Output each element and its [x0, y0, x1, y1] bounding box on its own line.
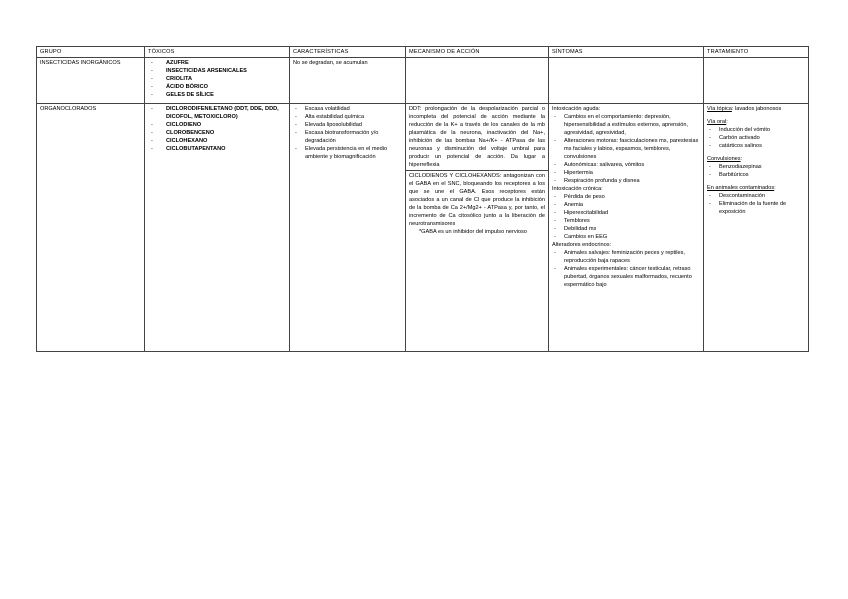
toxico-item: - CRIOLITA	[148, 75, 286, 83]
tratamiento-item: - Barbitúricos	[707, 171, 805, 179]
caracteristicas-cell: No se degradan, se acumulan	[290, 58, 406, 104]
tratamiento-convulsiones	[707, 155, 805, 163]
caracteristica-item: - Elevada liposolubilidad	[293, 121, 402, 129]
sintoma-item: - Temblores	[552, 217, 700, 225]
tratamiento-item: - Inducción del vómito	[707, 126, 805, 134]
toxico-item: - ÁCIDO BÓRICO	[148, 83, 286, 91]
toxico-item: - CICLOBUTAPENTANO	[148, 145, 286, 153]
toxicos-cell	[145, 104, 290, 352]
sintoma-item: - Alteraciones motoras: fasciculaciones ms, parestesias ms faciales y labios, espasmos, temblores, convulsiones	[552, 137, 700, 161]
sintomas-cell	[549, 104, 704, 352]
mecanismo-ddt: DDT: prolongación de la despolarización parcial o incompleta del potencial de acción mediante la reducción de la K+ a través de los canales de la mb plasmática de la neurona, inactivación del Na+, inhibición de las bombas Na+/K+ - ATPasa de las neuronas y disminución del voltaje umbral para producir un potencial de acción. Da lugar a hiperreflexia	[409, 106, 545, 168]
sintomas-aguda-title: Intoxicación aguda:	[552, 106, 601, 112]
table-row-organoclorados	[37, 104, 809, 352]
toxico-item: - DICLORODIFENILETANO (DDT, DDE, DDD, DICOFOL, METOXICLORO)	[148, 105, 286, 121]
conv-title: Convulsiones	[707, 156, 741, 162]
sintoma-item: - Cambios en EEG	[552, 233, 700, 241]
mecanismo-nota: *GABA es un inhibidor del impulso nervioso	[419, 229, 527, 235]
sintoma-item: - Respiración profunda y disnea	[552, 177, 700, 185]
grupo-cell: INSECTICIDAS INORGÁNICOS	[37, 58, 145, 104]
tratamiento-topica	[707, 105, 805, 113]
header-caracteristicas: CARACTERÍSTICAS	[290, 47, 406, 58]
sintoma-item: - Pérdida de peso	[552, 193, 700, 201]
grupo-cell: ORGANOCLORADOS	[37, 104, 145, 352]
tratamiento-item: - catárticos salinos	[707, 142, 805, 150]
toxicos-cell	[145, 58, 290, 104]
sintoma-item: - Debilidad ms	[552, 225, 700, 233]
mecanismo-ciclo-text: CICLODIENOS Y CICLOHEXANOS: antagonizan con el GABA en el SNC, bloqueando los receptores a los que se une el GABA. Esos receptores están asociados a un canal de Cl que produce la inhibición de la bomba de Ca 2+/Mg2+ - ATPasa y, por tanto, el incremento de Ca citosólico junto a la liberación de neurotransmisores	[409, 173, 545, 227]
toxico-item: - GELES DE SÍLICE	[148, 91, 286, 99]
toxico-item: - INSECTICIDAS ARSENICALES	[148, 67, 286, 75]
topica-title: Vía tópica	[707, 106, 732, 112]
header-tratamiento: TRATAMIENTO	[704, 47, 809, 58]
tratamiento-cell	[704, 58, 809, 104]
toxico-item: - AZUFRE	[148, 59, 286, 67]
oral-colon: :	[726, 119, 728, 125]
toxico-item: - CICLODIENO	[148, 121, 286, 129]
caracteristica-item: - Escasa volatilidad	[293, 105, 402, 113]
header-sintomas: SÍNTOMAS	[549, 47, 704, 58]
sintoma-item: - Animales experimentales: cáncer testicular, retraso pubertad, órganos sexuales malformados, recuento espermático bajo	[552, 265, 700, 289]
sintoma-item: - Autonómicas: salivarea, vómitos	[552, 161, 700, 169]
mecanismo-cell	[406, 104, 549, 352]
caracteristica-item: - Escasa biotransformación y/o degradación	[293, 129, 402, 145]
sintoma-item: - Animales salvajes: feminización peces y reptiles, reproducción baja rapaces	[552, 249, 700, 265]
topica-text: : lavados jabonosos	[731, 106, 782, 112]
conv-colon: :	[740, 156, 743, 162]
tratamiento-oral	[707, 118, 805, 126]
caracteristica-item: - Elevada persistencia en el medio ambiente y biomagnificación	[293, 145, 402, 161]
sintoma-item: - Anemia	[552, 201, 700, 209]
sintoma-item: - Cambios en el comportamiento: depresión, hipersensibilidad a estímulos externos, aprensión, agresividad, agresividad,	[552, 113, 700, 137]
header-grupo: GRUPO	[37, 47, 145, 58]
toxicology-table	[36, 46, 809, 352]
tratamiento-item: - Eliminación de la fuente de exposición	[707, 200, 805, 216]
tratamiento-item: - Benzodiazepinas	[707, 163, 805, 171]
header-mecanismo: MECANISMO DE ACCIÓN	[406, 47, 549, 58]
tratamiento-animales	[707, 184, 805, 192]
caracteristicas-cell	[290, 104, 406, 352]
header-row	[37, 47, 809, 58]
animales-title: En animales contaminados	[707, 185, 775, 191]
sintoma-item: - Hiperexcitabilidad	[552, 209, 700, 217]
sintoma-item: - Hipertermia	[552, 169, 700, 177]
toxico-item: - CLOROBENCENO	[148, 129, 286, 137]
mecanismo-ciclodienos	[406, 170, 548, 236]
oral-title: Vía oral	[707, 119, 727, 125]
mecanismo-cell	[406, 58, 549, 104]
animales-colon: :	[774, 185, 776, 191]
toxico-item: - CICLOHEXANO	[148, 137, 286, 145]
tratamiento-cell	[704, 104, 809, 352]
sintomas-cronica-title: Intoxicación crónica:	[552, 186, 603, 192]
sintomas-endo-title: Alteradores endocrinos:	[552, 242, 612, 248]
header-toxicos: TÓXICOS	[145, 47, 290, 58]
sintomas-cell	[549, 58, 704, 104]
tratamiento-item: - Carbón activado	[707, 134, 805, 142]
table-row-inorganicos	[37, 58, 809, 104]
caracteristica-item: - Alta estabilidad química	[293, 113, 402, 121]
tratamiento-item: - Descontaminación	[707, 192, 805, 200]
